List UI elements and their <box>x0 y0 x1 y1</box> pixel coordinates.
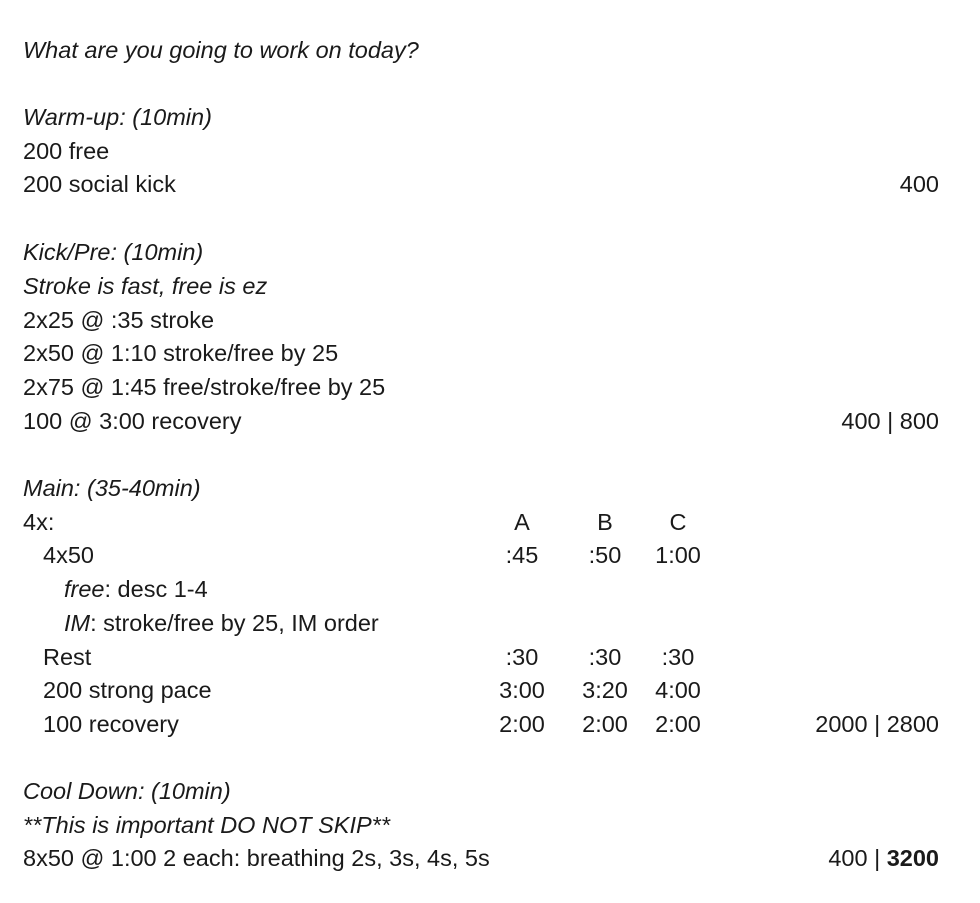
kick-line: 2x25 @ :35 stroke <box>23 307 215 333</box>
main-row-a: :30 <box>505 644 539 670</box>
main-row-a: 3:00 <box>499 677 545 703</box>
main-row-label: 200 strong pace <box>43 677 212 703</box>
main-row-c: :30 <box>661 644 695 670</box>
kick-total: 400 | 800 <box>841 408 939 434</box>
main-row-label: 100 recovery <box>43 711 179 737</box>
cooldown-partial-total: 400 | <box>828 845 887 871</box>
main-sub-text: : desc 1-4 <box>104 576 208 602</box>
warmup-total: 400 <box>899 171 939 197</box>
column-header-b: B <box>597 509 613 535</box>
cooldown-total <box>828 844 939 872</box>
main-set-label: 4x: <box>23 509 55 535</box>
warmup-line: 200 social kick <box>23 171 176 197</box>
page-title: What are you going to work on today? <box>23 37 419 63</box>
main-sub-item <box>64 609 379 637</box>
main-sub-item <box>64 575 208 603</box>
cooldown-note: **This is important DO NOT SKIP** <box>23 812 390 838</box>
main-row-label: Rest <box>43 644 92 670</box>
main-row-b: 2:00 <box>582 711 628 737</box>
column-header-c: C <box>669 509 687 535</box>
warmup-line: 200 free <box>23 138 110 164</box>
grand-total: 3200 <box>886 845 939 871</box>
main-row-c: 4:00 <box>655 677 701 703</box>
column-header-a: A <box>514 509 530 535</box>
main-sub-term: IM <box>64 610 91 636</box>
cooldown-line: 8x50 @ 1:00 2 each: breathing 2s, 3s, 4s, 5s <box>23 845 490 871</box>
main-sub-text: : stroke/free by 25, IM order <box>90 610 379 636</box>
cooldown-heading: Cool Down: (10min) <box>23 778 231 804</box>
main-row-c: 2:00 <box>655 711 701 737</box>
main-row-c: 1:00 <box>655 542 701 568</box>
kick-heading: Kick/Pre: (10min) <box>23 239 204 265</box>
main-row-a: 2:00 <box>499 711 545 737</box>
main-row-b: 3:20 <box>582 677 628 703</box>
kick-line: 100 @ 3:00 recovery <box>23 408 242 434</box>
main-sub-term: free <box>64 576 105 602</box>
main-row-b: :30 <box>588 644 622 670</box>
kick-line: 2x50 @ 1:10 stroke/free by 25 <box>23 340 339 366</box>
main-row-label: 4x50 <box>43 542 94 568</box>
warmup-heading: Warm-up: (10min) <box>23 104 212 130</box>
main-row-a: :45 <box>505 542 539 568</box>
main-heading: Main: (35-40min) <box>23 475 201 501</box>
kick-note: Stroke is fast, free is ez <box>23 273 268 299</box>
main-row-b: :50 <box>588 542 622 568</box>
main-total: 2000 | 2800 <box>815 711 939 737</box>
kick-line: 2x75 @ 1:45 free/stroke/free by 25 <box>23 374 386 400</box>
